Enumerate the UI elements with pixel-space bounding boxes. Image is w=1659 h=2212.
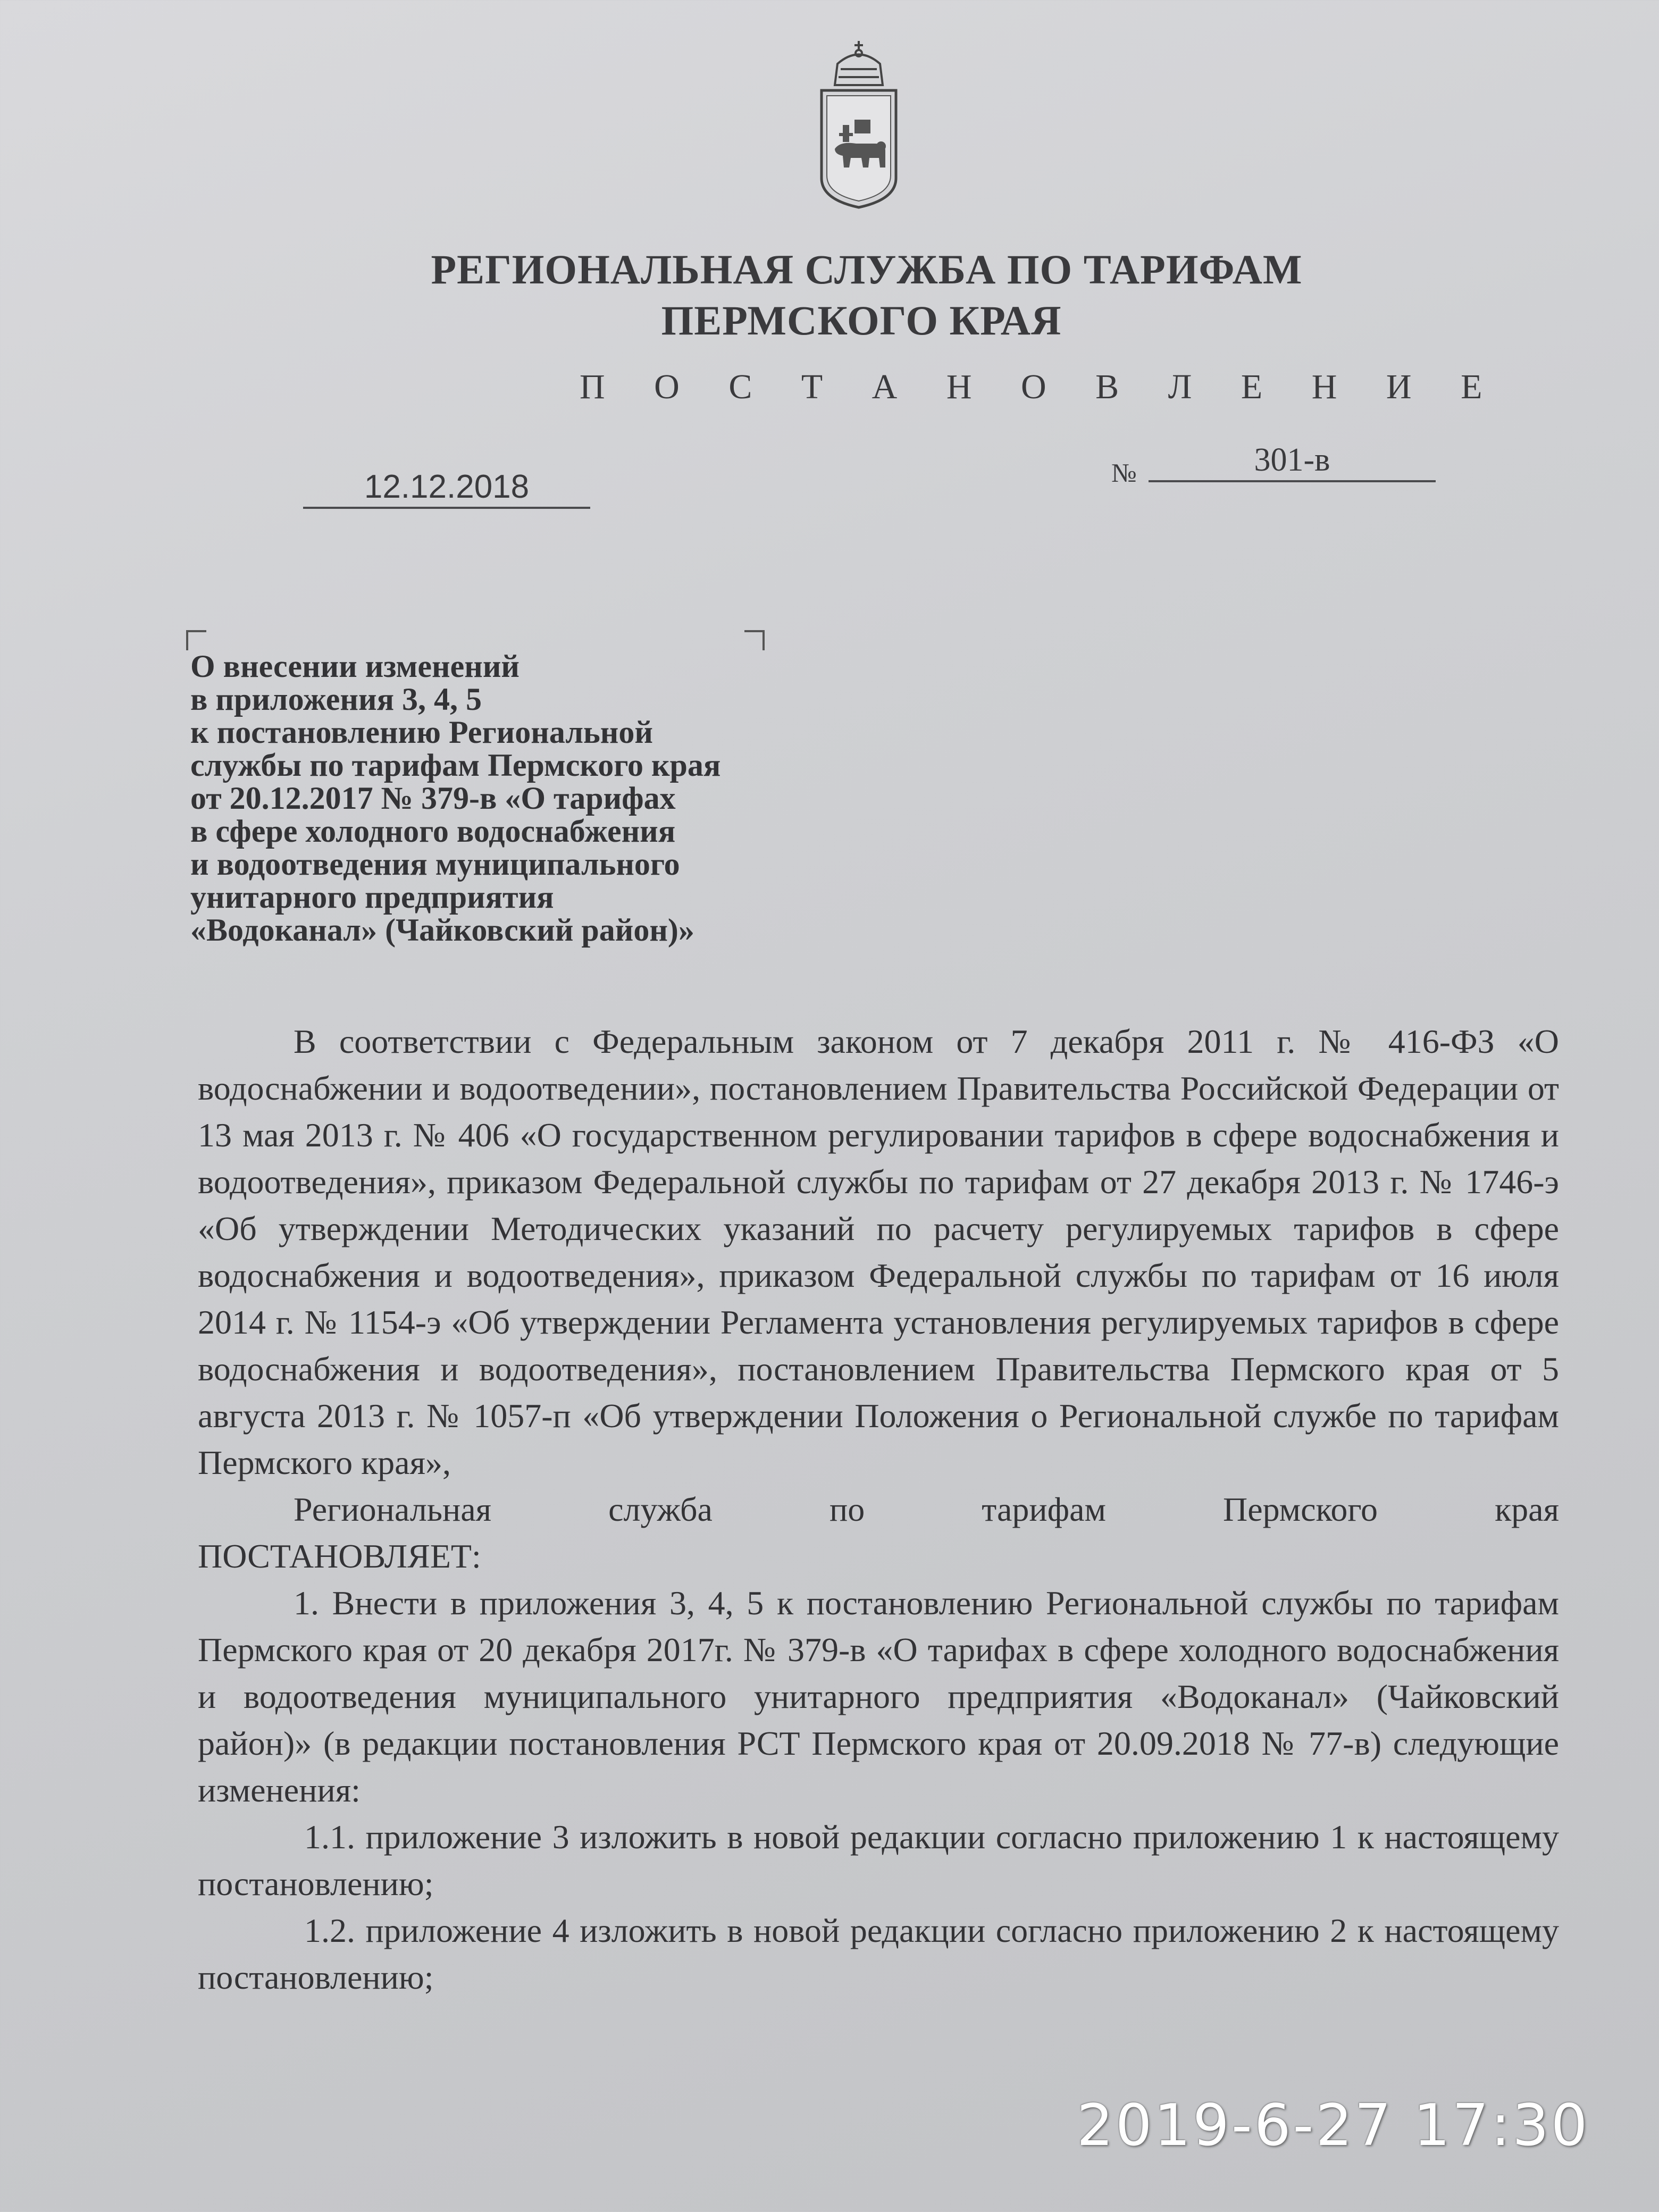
org-name-line1: РЕГИОНАЛЬНАЯ СЛУЖБА ПО ТАРИФАМ (431, 246, 1303, 292)
subject-line: и водоотведения муниципального (190, 847, 680, 882)
resolving-verb: ПОСТАНОВЛЯЕТ: (198, 1537, 481, 1575)
item-1-2: 1.2. приложение 4 изложить в новой редакции согласно приложению 2 к настоящему постановлению; (198, 1912, 1559, 1996)
subject-line: «Водоканал» (Чайковский район)» (190, 912, 694, 948)
subject-line: унитарного предприятия (190, 879, 554, 915)
number-sign: № (1111, 458, 1137, 488)
subject-bracket-left (186, 630, 206, 650)
org-name-line2: ПЕРМСКОГО КРАЯ (661, 297, 1062, 343)
item-1-1: 1.1. приложение 3 изложить в новой редакции согласно приложению 1 к настоящему постановлению; (198, 1818, 1559, 1903)
subject-line: к постановлению Региональной (190, 715, 653, 750)
document-body (198, 1018, 1559, 2001)
resolving-subject: Региональная служба по тарифам Пермского края (294, 1490, 1559, 1528)
item-1: 1. Внести в приложения 3, 4, 5 к постановлению Региональной службы по тарифам Пермского края от 20 декабря 2017г. № 379-в «О тарифах в сфере холодного водоснабжения и водоотведения муниципального унитарного предприятия «Водоканал» (Чайковский район)» (в редакции постановления РСТ Пермского края от 20.09.2018 № 77-в) следующие изменения: (198, 1584, 1559, 1809)
subject-line: в сфере холодного водоснабжения (190, 814, 676, 849)
subject-line: в приложения 3, 4, 5 (190, 682, 482, 717)
photo-timestamp: 2019-6-27 17:30 (1077, 2092, 1590, 2159)
document-date: 12.12.2018 (303, 468, 590, 509)
subject-line: службы по тарифам Пермского края (190, 748, 721, 783)
subject-bracket-right (744, 630, 765, 650)
document-type: П О С Т А Н О В Л Е Н И Е (580, 367, 1503, 406)
preamble-paragraph: В соответствии с Федеральным законом от 7 декабря 2011 г. № 416-ФЗ «О водоснабжении и водоотведении», постановлением Правительства Российской Федерации от 13 мая 2013 г. № 406 «О государственном регулировании тарифов в сфере водоснабжения и водоотведения», приказом Федеральной службы по тарифам от 27 декабря 2013 г. № 1746-э «Об утверждении Методических указаний по расчету регулируемых тарифов в сфере водоснабжения и водоотведения», приказом Федеральной службы по тарифам от 16 июля 2014 г. № 1154-э «Об утверждении Регламента установления регулируемых тарифов в сфере водоснабжения и водоотведения», постановлением Правительства Пермского края от 5 августа 2013 г. № 1057-п «Об утверждении Положения о Региональной службе по тарифам Пермского края», (198, 1023, 1559, 1481)
coat-of-arms-icon (806, 35, 912, 210)
subject-line: О внесении изменений (190, 649, 520, 684)
document-number: 301-в (1149, 441, 1436, 482)
document-subject (190, 650, 892, 946)
subject-line: от 20.12.2017 № 379-в «О тарифах (190, 781, 676, 816)
